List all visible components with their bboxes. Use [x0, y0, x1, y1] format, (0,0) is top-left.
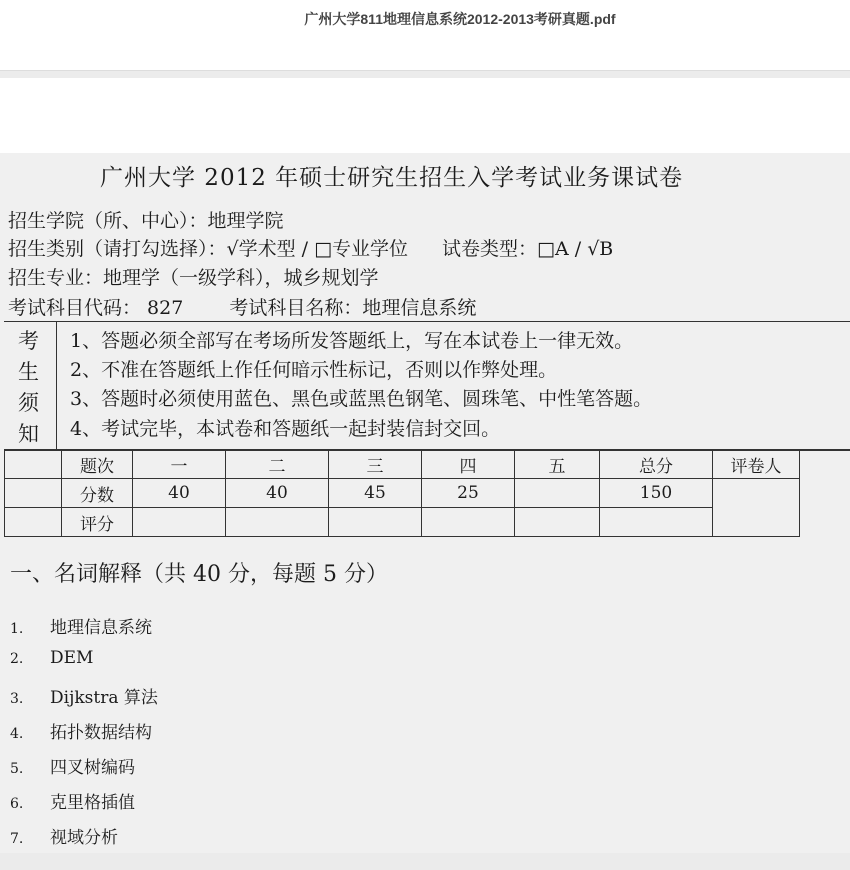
paper-type-text: 试卷类型：□A / √B	[442, 238, 614, 260]
blank-cell	[5, 479, 62, 508]
score-points-cell: 分数	[62, 479, 133, 508]
score-marks-cell	[600, 508, 713, 537]
score-header-row	[5, 450, 800, 479]
notice-rule: 1、答题必须全部写在考场所发答题纸上，写在本试卷上一律无效。	[70, 330, 634, 352]
list-item: 4. 拓扑数据结构	[10, 723, 152, 743]
list-item: 3. Dijkstra 算法	[10, 688, 158, 708]
score-marks-row	[5, 508, 800, 537]
pdf-page[interactable]	[0, 153, 850, 853]
subject-line	[8, 293, 476, 320]
list-item: 5. 四叉树编码	[10, 758, 135, 778]
document-title: 广州大学811地理信息系统2012-2013考研真题.pdf	[304, 11, 616, 27]
subject-code: 考试科目代码： 827	[8, 297, 184, 319]
blank-cell	[5, 508, 62, 537]
score-table	[4, 449, 800, 537]
list-item: 1. 地理信息系统	[10, 618, 152, 638]
blank-cell	[5, 450, 62, 479]
grader-header: 评卷人	[713, 450, 800, 479]
section-heading: 一、名词解释（共 40 分，每题 5 分）	[10, 562, 388, 587]
score-marks-cell	[422, 508, 515, 537]
notice-label-char: 考	[18, 329, 39, 353]
list-item: 2. DEM	[10, 648, 94, 668]
exam-title: 广州大学 2012 年硕士研究生招生入学考试业务课试卷	[100, 165, 684, 191]
score-points-cell: 40	[133, 479, 226, 508]
score-header-cell: 二	[226, 450, 329, 479]
notice-rule: 3、答题时必须使用蓝色、黑色或蓝黑色钢笔、圆珠笔、中性笔答题。	[70, 388, 653, 410]
notice-label-char: 知	[18, 422, 39, 446]
category-line	[8, 234, 613, 261]
notice-label-char: 生	[18, 360, 39, 384]
score-marks-cell	[133, 508, 226, 537]
score-marks-label: 评分	[62, 508, 133, 537]
grader-cell	[713, 479, 800, 537]
score-points-cell: 45	[329, 479, 422, 508]
category-text: 招生类别（请打勾选择）：√学术型 / □专业学位	[8, 238, 409, 260]
notice-rule: 2、不准在答题纸上作任何暗示性标记，否则以作弊处理。	[70, 359, 558, 381]
score-points-row	[5, 479, 800, 508]
score-header-cell: 总分	[600, 450, 713, 479]
notice-label	[4, 322, 57, 450]
score-points-cell: 150	[600, 479, 713, 508]
viewer-footer	[0, 853, 850, 870]
notice-rule: 4、考试完毕，本试卷和答题纸一起封装信封交回。	[70, 418, 501, 440]
major-line: 招生专业：地理学（一级学科），城乡规划学	[8, 267, 379, 289]
score-header-cell: 三	[329, 450, 422, 479]
score-marks-cell	[515, 508, 600, 537]
page-gap	[0, 78, 850, 153]
exam-notice	[4, 321, 850, 451]
score-header-cell: 题次	[62, 450, 133, 479]
score-points-cell: 40	[226, 479, 329, 508]
score-header-cell: 五	[515, 450, 600, 479]
score-header-cell: 一	[133, 450, 226, 479]
notice-label-char: 须	[18, 391, 39, 415]
list-item: 7. 视域分析	[10, 828, 118, 848]
score-marks-cell	[226, 508, 329, 537]
viewer-header	[0, 0, 850, 70]
subject-name: 考试科目名称：地理信息系统	[229, 297, 477, 319]
list-item: 6. 克里格插值	[10, 793, 135, 813]
score-points-cell	[515, 479, 600, 508]
score-marks-cell	[329, 508, 422, 537]
score-header-cell: 四	[422, 450, 515, 479]
score-points-cell: 25	[422, 479, 515, 508]
college-line: 招生学院（所、中心）：地理学院	[8, 210, 284, 232]
